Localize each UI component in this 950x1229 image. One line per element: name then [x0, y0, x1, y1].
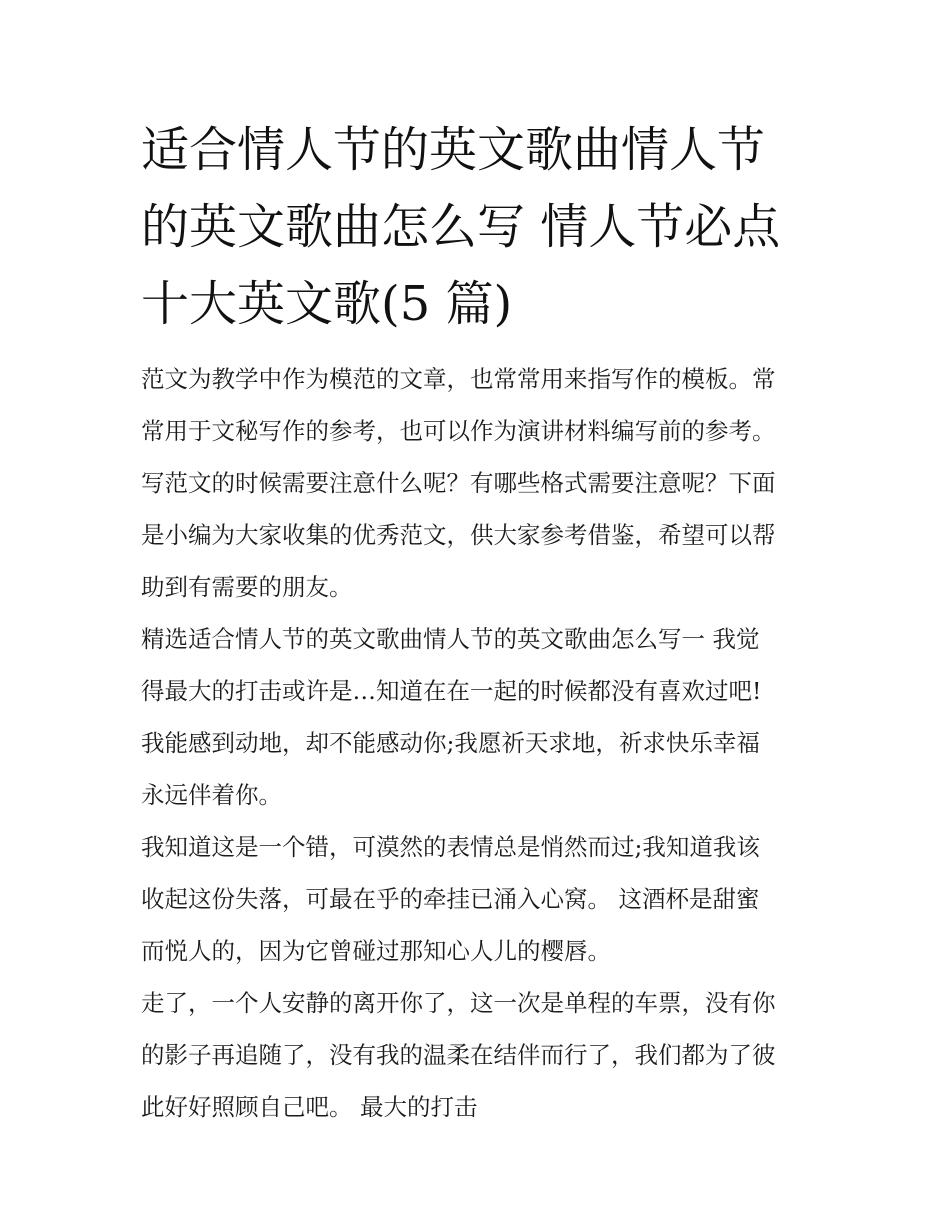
paragraph-section-3 [141, 977, 821, 1133]
document-body [141, 353, 821, 1133]
paragraph-section-1 [141, 613, 821, 821]
paragraph-intro [141, 353, 821, 613]
text-line: 走了，一个人安静的离开你了，这一次是单程的车票，没有你 [141, 989, 776, 1017]
text-line: 此好好照顾自己吧。 最大的打击 [141, 1093, 478, 1121]
text-line: 精选适合情人节的英文歌曲情人节的英文歌曲怎么写一 我觉 [141, 625, 760, 653]
title-line: 适合情人节的英文歌曲情人节 [141, 122, 766, 178]
text-line: 永远伴着你。 [141, 781, 282, 809]
text-line: 范文为教学中作为模范的文章，也常常用来指写作的模板。常 [141, 365, 776, 393]
text-line: 助到有需要的朋友。 [141, 573, 353, 601]
text-line: 收起这份失落，可最在乎的牵挂已涌入心窝。 这酒杯是甜蜜 [141, 885, 760, 913]
text-line: 得最大的打击或许是…知道在在一起的时候都没有喜欢过吧! [141, 677, 762, 705]
text-line: 而悦人的，因为它曾碰过那知心人儿的樱唇。 [141, 937, 611, 965]
document-content [141, 112, 821, 1133]
text-line: 是小编为大家收集的优秀范文，供大家参考借鉴，希望可以帮 [141, 521, 776, 549]
paragraph-section-2 [141, 821, 821, 977]
title-line: 的英文歌曲怎么写 情人节必点 [141, 199, 781, 255]
title-line: 十大英文歌(5 篇) [141, 276, 513, 332]
text-line: 写范文的时候需要注意什么呢？有哪些格式需要注意呢？下面 [141, 469, 776, 497]
text-line: 我知道这是一个错，可漠然的表情总是悄然而过;我知道我该 [141, 833, 760, 861]
text-line: 我能感到动地，却不能感动你;我愿祈天求地，祈求快乐幸福 [141, 729, 760, 757]
document-title [141, 112, 821, 343]
text-line: 的影子再追随了，没有我的温柔在结伴而行了，我们都为了彼 [141, 1041, 776, 1069]
text-line: 常用于文秘写作的参考，也可以作为演讲材料编写前的参考。 [141, 417, 776, 445]
